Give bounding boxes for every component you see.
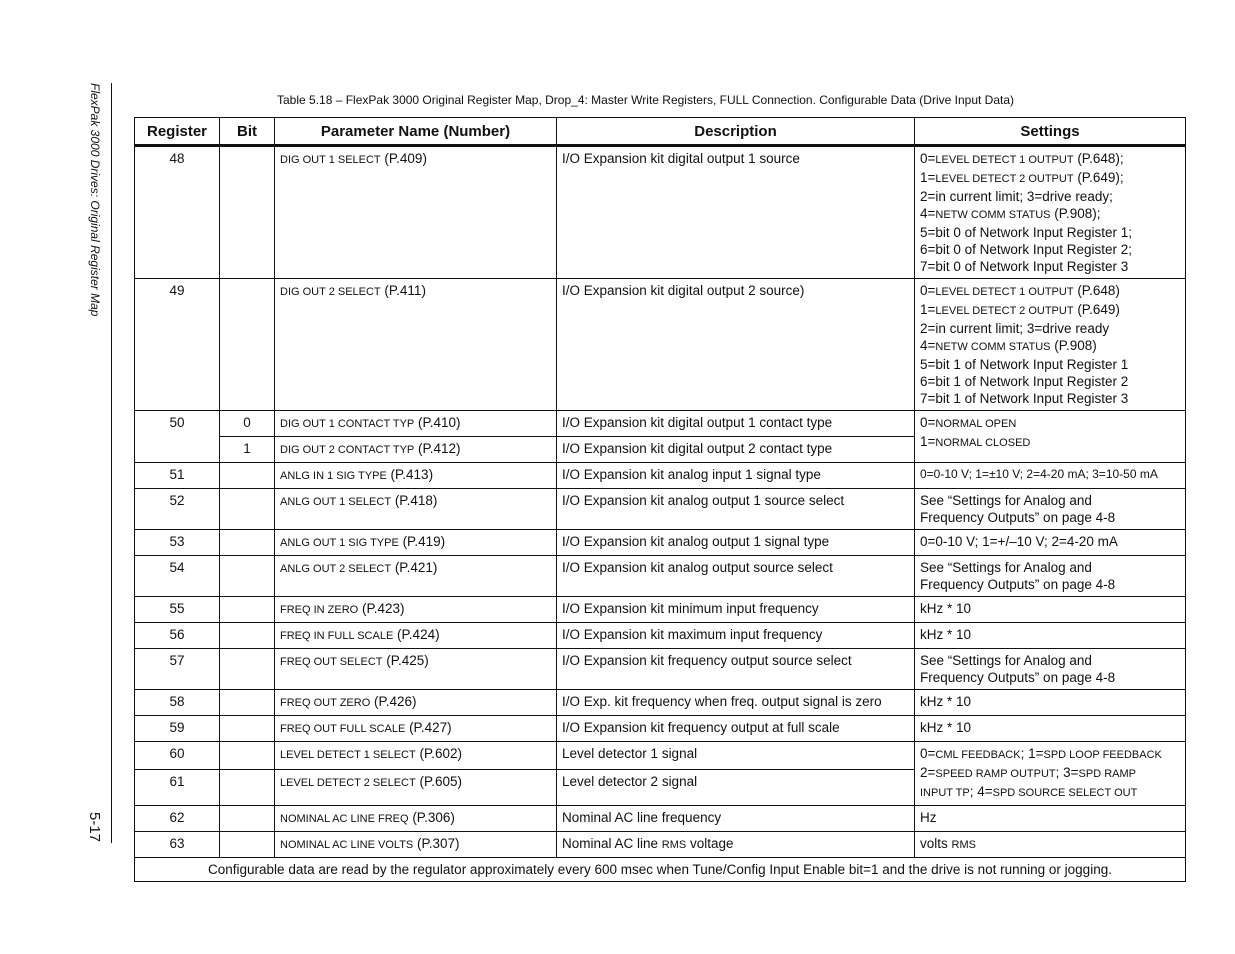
register-cell: 55 bbox=[135, 597, 220, 623]
bit-cell bbox=[220, 146, 275, 279]
description-cell: I/O Expansion kit minimum input frequency bbox=[557, 597, 915, 623]
parameter-name: DIG OUT 1 CONTACT TYP bbox=[280, 418, 415, 430]
parameter-cell bbox=[275, 690, 557, 716]
parameter-name: LEVEL DETECT 1 SELECT bbox=[280, 749, 416, 761]
description-cell: I/O Expansion kit digital output 1 source bbox=[557, 146, 915, 279]
table-row bbox=[135, 146, 1186, 279]
parameter-cell bbox=[275, 623, 557, 649]
bit-cell bbox=[220, 649, 275, 690]
settings-line: 2=SPEED RAMP OUTPUT; 3=SPD RAMP bbox=[920, 765, 1136, 780]
parameter-cell bbox=[275, 832, 557, 858]
register-cell: 59 bbox=[135, 716, 220, 742]
register-cell: 56 bbox=[135, 623, 220, 649]
page-number: 5-17 bbox=[86, 812, 103, 843]
settings-cell: volts RMS bbox=[915, 832, 1186, 858]
bit-cell bbox=[220, 716, 275, 742]
settings-cell: kHz * 10 bbox=[915, 623, 1186, 649]
register-cell: 53 bbox=[135, 530, 220, 556]
table-footnote: Configurable data are read by the regulator approximately every 600 msec when Tune/Config Input Enable bit=1 and the drive is not running or jogging. bbox=[135, 858, 1186, 882]
header-row bbox=[135, 118, 1186, 146]
bit-cell bbox=[220, 832, 275, 858]
bit-cell bbox=[220, 463, 275, 489]
parameter-number: (P.426) bbox=[370, 694, 417, 709]
settings-line: Frequency Outputs” on page 4-8 bbox=[920, 670, 1116, 685]
bit-cell bbox=[220, 556, 275, 597]
parameter-cell bbox=[275, 742, 557, 770]
description-cell: I/O Expansion kit analog input 1 signal type bbox=[557, 463, 915, 489]
settings-cell bbox=[915, 489, 1186, 530]
settings-cell: 0=0-10 V; 1=±10 V; 2=4-20 mA; 3=10-50 mA bbox=[915, 463, 1186, 489]
settings-cell bbox=[915, 279, 1186, 411]
register-cell: 50 bbox=[135, 411, 220, 463]
description-cell: Level detector 2 signal bbox=[557, 770, 915, 806]
settings-line: 6=bit 0 of Network Input Register 2; bbox=[920, 242, 1132, 257]
description-cell: Nominal AC line RMS voltage bbox=[557, 832, 915, 858]
header-settings: Settings bbox=[915, 118, 1186, 146]
parameter-name: FREQ OUT SELECT bbox=[280, 656, 383, 668]
settings-line: See “Settings for Analog and bbox=[920, 653, 1092, 668]
bit-cell bbox=[220, 623, 275, 649]
table-row bbox=[135, 556, 1186, 597]
parameter-cell bbox=[275, 770, 557, 806]
settings-line: 4=NETW COMM STATUS (P.908) bbox=[920, 338, 1097, 353]
header-description: Description bbox=[557, 118, 915, 146]
settings-cell bbox=[915, 742, 1186, 806]
settings-line: See “Settings for Analog and bbox=[920, 560, 1092, 575]
description-cell: Level detector 1 signal bbox=[557, 742, 915, 770]
settings-line: 7=bit 0 of Network Input Register 3 bbox=[920, 259, 1129, 274]
parameter-name: FREQ IN FULL SCALE bbox=[280, 630, 394, 642]
settings-line: 4=NETW COMM STATUS (P.908); bbox=[920, 206, 1101, 221]
parameter-name: NOMINAL AC LINE VOLTS bbox=[280, 839, 414, 851]
settings-line: 7=bit 1 of Network Input Register 3 bbox=[920, 391, 1129, 406]
bit-cell bbox=[220, 806, 275, 832]
bit-cell bbox=[220, 279, 275, 411]
register-cell: 57 bbox=[135, 649, 220, 690]
parameter-cell bbox=[275, 649, 557, 690]
register-cell: 62 bbox=[135, 806, 220, 832]
parameter-cell bbox=[275, 146, 557, 279]
table-row bbox=[135, 832, 1186, 858]
settings-cell: kHz * 10 bbox=[915, 690, 1186, 716]
settings-cell: kHz * 10 bbox=[915, 597, 1186, 623]
settings-line: 0=LEVEL DETECT 1 OUTPUT (P.648) bbox=[920, 283, 1120, 298]
parameter-cell bbox=[275, 411, 557, 437]
parameter-number: (P.427) bbox=[405, 720, 452, 735]
description-cell: I/O Expansion kit analog output 1 source select bbox=[557, 489, 915, 530]
description-cell: I/O Expansion kit maximum input frequency bbox=[557, 623, 915, 649]
settings-line: 5=bit 0 of Network Input Register 1; bbox=[920, 225, 1132, 240]
settings-cell bbox=[915, 411, 1186, 463]
parameter-number: (P.418) bbox=[391, 493, 438, 508]
parameter-number: (P.411) bbox=[380, 283, 426, 298]
parameter-number: (P.421) bbox=[391, 560, 438, 575]
settings-cell bbox=[915, 556, 1186, 597]
parameter-cell bbox=[275, 530, 557, 556]
settings-cell: kHz * 10 bbox=[915, 716, 1186, 742]
description-cell: I/O Expansion kit digital output 2 contact type bbox=[557, 437, 915, 463]
settings-line: Frequency Outputs” on page 4-8 bbox=[920, 577, 1116, 592]
settings-line: 0=LEVEL DETECT 1 OUTPUT (P.648); bbox=[920, 151, 1124, 166]
parameter-name: ANLG OUT 1 SIG TYPE bbox=[280, 537, 399, 549]
bit-cell bbox=[220, 489, 275, 530]
parameter-number: (P.412) bbox=[414, 441, 461, 456]
parameter-number: (P.306) bbox=[408, 810, 455, 825]
bit-cell bbox=[220, 770, 275, 806]
parameter-number: (P.602) bbox=[415, 746, 462, 761]
settings-line: 0=NORMAL OPEN bbox=[920, 415, 1017, 430]
bit-cell: 1 bbox=[220, 437, 275, 463]
description-cell: I/O Expansion kit analog output 1 signal type bbox=[557, 530, 915, 556]
register-cell: 52 bbox=[135, 489, 220, 530]
parameter-name: FREQ OUT ZERO bbox=[280, 697, 371, 709]
parameter-number: (P.410) bbox=[414, 415, 461, 430]
register-map-table bbox=[134, 117, 1186, 882]
parameter-cell bbox=[275, 716, 557, 742]
parameter-name: NOMINAL AC LINE FREQ bbox=[280, 813, 409, 825]
settings-line: 1=LEVEL DETECT 2 OUTPUT (P.649) bbox=[920, 302, 1120, 317]
parameter-number: (P.307) bbox=[413, 836, 460, 851]
settings-line: 2=in current limit; 3=drive ready; bbox=[920, 189, 1113, 204]
margin-rule bbox=[111, 83, 112, 843]
parameter-number: (P.423) bbox=[358, 601, 405, 616]
settings-line: 5=bit 1 of Network Input Register 1 bbox=[920, 357, 1129, 372]
register-cell: 60 bbox=[135, 742, 220, 770]
table-row bbox=[135, 530, 1186, 556]
header-parameter: Parameter Name (Number) bbox=[275, 118, 557, 146]
description-cell: I/O Expansion kit analog output source select bbox=[557, 556, 915, 597]
bit-cell: 0 bbox=[220, 411, 275, 437]
table-row bbox=[135, 463, 1186, 489]
settings-cell bbox=[915, 146, 1186, 279]
description-cell: I/O Expansion kit frequency output at full scale bbox=[557, 716, 915, 742]
table-row bbox=[135, 716, 1186, 742]
table-row bbox=[135, 489, 1186, 530]
parameter-cell bbox=[275, 597, 557, 623]
description-cell: I/O Expansion kit digital output 1 contact type bbox=[557, 411, 915, 437]
parameter-number: (P.605) bbox=[415, 774, 462, 790]
bit-cell bbox=[220, 742, 275, 770]
parameter-cell bbox=[275, 279, 557, 411]
bit-cell bbox=[220, 597, 275, 623]
bit-cell bbox=[220, 690, 275, 716]
register-cell: 49 bbox=[135, 279, 220, 411]
header-register: Register bbox=[135, 118, 220, 146]
parameter-cell bbox=[275, 437, 557, 463]
table-row bbox=[135, 279, 1186, 411]
parameter-number: (P.424) bbox=[393, 627, 440, 642]
parameter-name: LEVEL DETECT 2 SELECT bbox=[280, 777, 416, 790]
description-cell: I/O Expansion kit frequency output source select bbox=[557, 649, 915, 690]
table-row bbox=[135, 690, 1186, 716]
parameter-cell bbox=[275, 463, 557, 489]
settings-cell: Hz bbox=[915, 806, 1186, 832]
settings-line: INPUT TP; 4=SPD SOURCE SELECT OUT bbox=[920, 784, 1138, 799]
parameter-number: (P.409) bbox=[380, 151, 427, 166]
description-cell: I/O Exp. kit frequency when freq. output signal is zero bbox=[557, 690, 915, 716]
parameter-number: (P.425) bbox=[382, 653, 429, 668]
settings-cell: 0=0-10 V; 1=+/–10 V; 2=4-20 mA bbox=[915, 530, 1186, 556]
settings-line: 0=CML FEEDBACK; 1=SPD LOOP FEEDBACK bbox=[920, 746, 1162, 761]
settings-line: 1=NORMAL CLOSED bbox=[920, 434, 1031, 449]
parameter-name: ANLG OUT 1 SELECT bbox=[280, 496, 392, 508]
running-header: FlexPak 3000 Drives: Original Register Map bbox=[88, 83, 102, 317]
settings-line: 2=in current limit; 3=drive ready bbox=[920, 321, 1110, 336]
register-cell: 48 bbox=[135, 146, 220, 279]
settings-line: Frequency Outputs” on page 4-8 bbox=[920, 510, 1116, 525]
description-cell: Nominal AC line frequency bbox=[557, 806, 915, 832]
parameter-name: DIG OUT 2 SELECT bbox=[280, 286, 381, 298]
table-caption: Table 5.18 – FlexPak 3000 Original Register Map, Drop_4: Master Write Registers, FULL Connection. Configurable Data (Drive Input Data) bbox=[277, 93, 1015, 107]
register-cell: 54 bbox=[135, 556, 220, 597]
parameter-number: (P.419) bbox=[398, 534, 446, 549]
parameter-name: DIG OUT 2 CONTACT TYP bbox=[280, 444, 415, 456]
header-bit: Bit bbox=[220, 118, 275, 146]
parameter-name: ANLG OUT 2 SELECT bbox=[280, 563, 392, 575]
parameter-cell bbox=[275, 806, 557, 832]
table-row bbox=[135, 649, 1186, 690]
table-row bbox=[135, 623, 1186, 649]
parameter-cell bbox=[275, 556, 557, 597]
parameter-cell bbox=[275, 489, 557, 530]
table-row bbox=[135, 742, 1186, 770]
parameter-number: (P.413) bbox=[386, 467, 434, 482]
settings-line: See “Settings for Analog and bbox=[920, 493, 1092, 508]
description-cell: I/O Expansion kit digital output 2 source) bbox=[557, 279, 915, 411]
register-cell: 58 bbox=[135, 690, 220, 716]
parameter-name: ANLG IN 1 SIG TYPE bbox=[280, 470, 387, 482]
table-row bbox=[135, 806, 1186, 832]
footnote-row bbox=[135, 858, 1186, 882]
parameter-name: DIG OUT 1 SELECT bbox=[280, 154, 381, 166]
parameter-name: FREQ OUT FULL SCALE bbox=[280, 723, 406, 735]
settings-cell bbox=[915, 649, 1186, 690]
register-cell: 61 bbox=[135, 770, 220, 806]
register-cell: 51 bbox=[135, 463, 220, 489]
settings-line: 1=LEVEL DETECT 2 OUTPUT (P.649); bbox=[920, 170, 1124, 185]
register-cell: 63 bbox=[135, 832, 220, 858]
settings-line: 6=bit 1 of Network Input Register 2 bbox=[920, 374, 1129, 389]
table-row bbox=[135, 597, 1186, 623]
parameter-name: FREQ IN ZERO bbox=[280, 604, 359, 616]
table-row bbox=[135, 411, 1186, 437]
bit-cell bbox=[220, 530, 275, 556]
